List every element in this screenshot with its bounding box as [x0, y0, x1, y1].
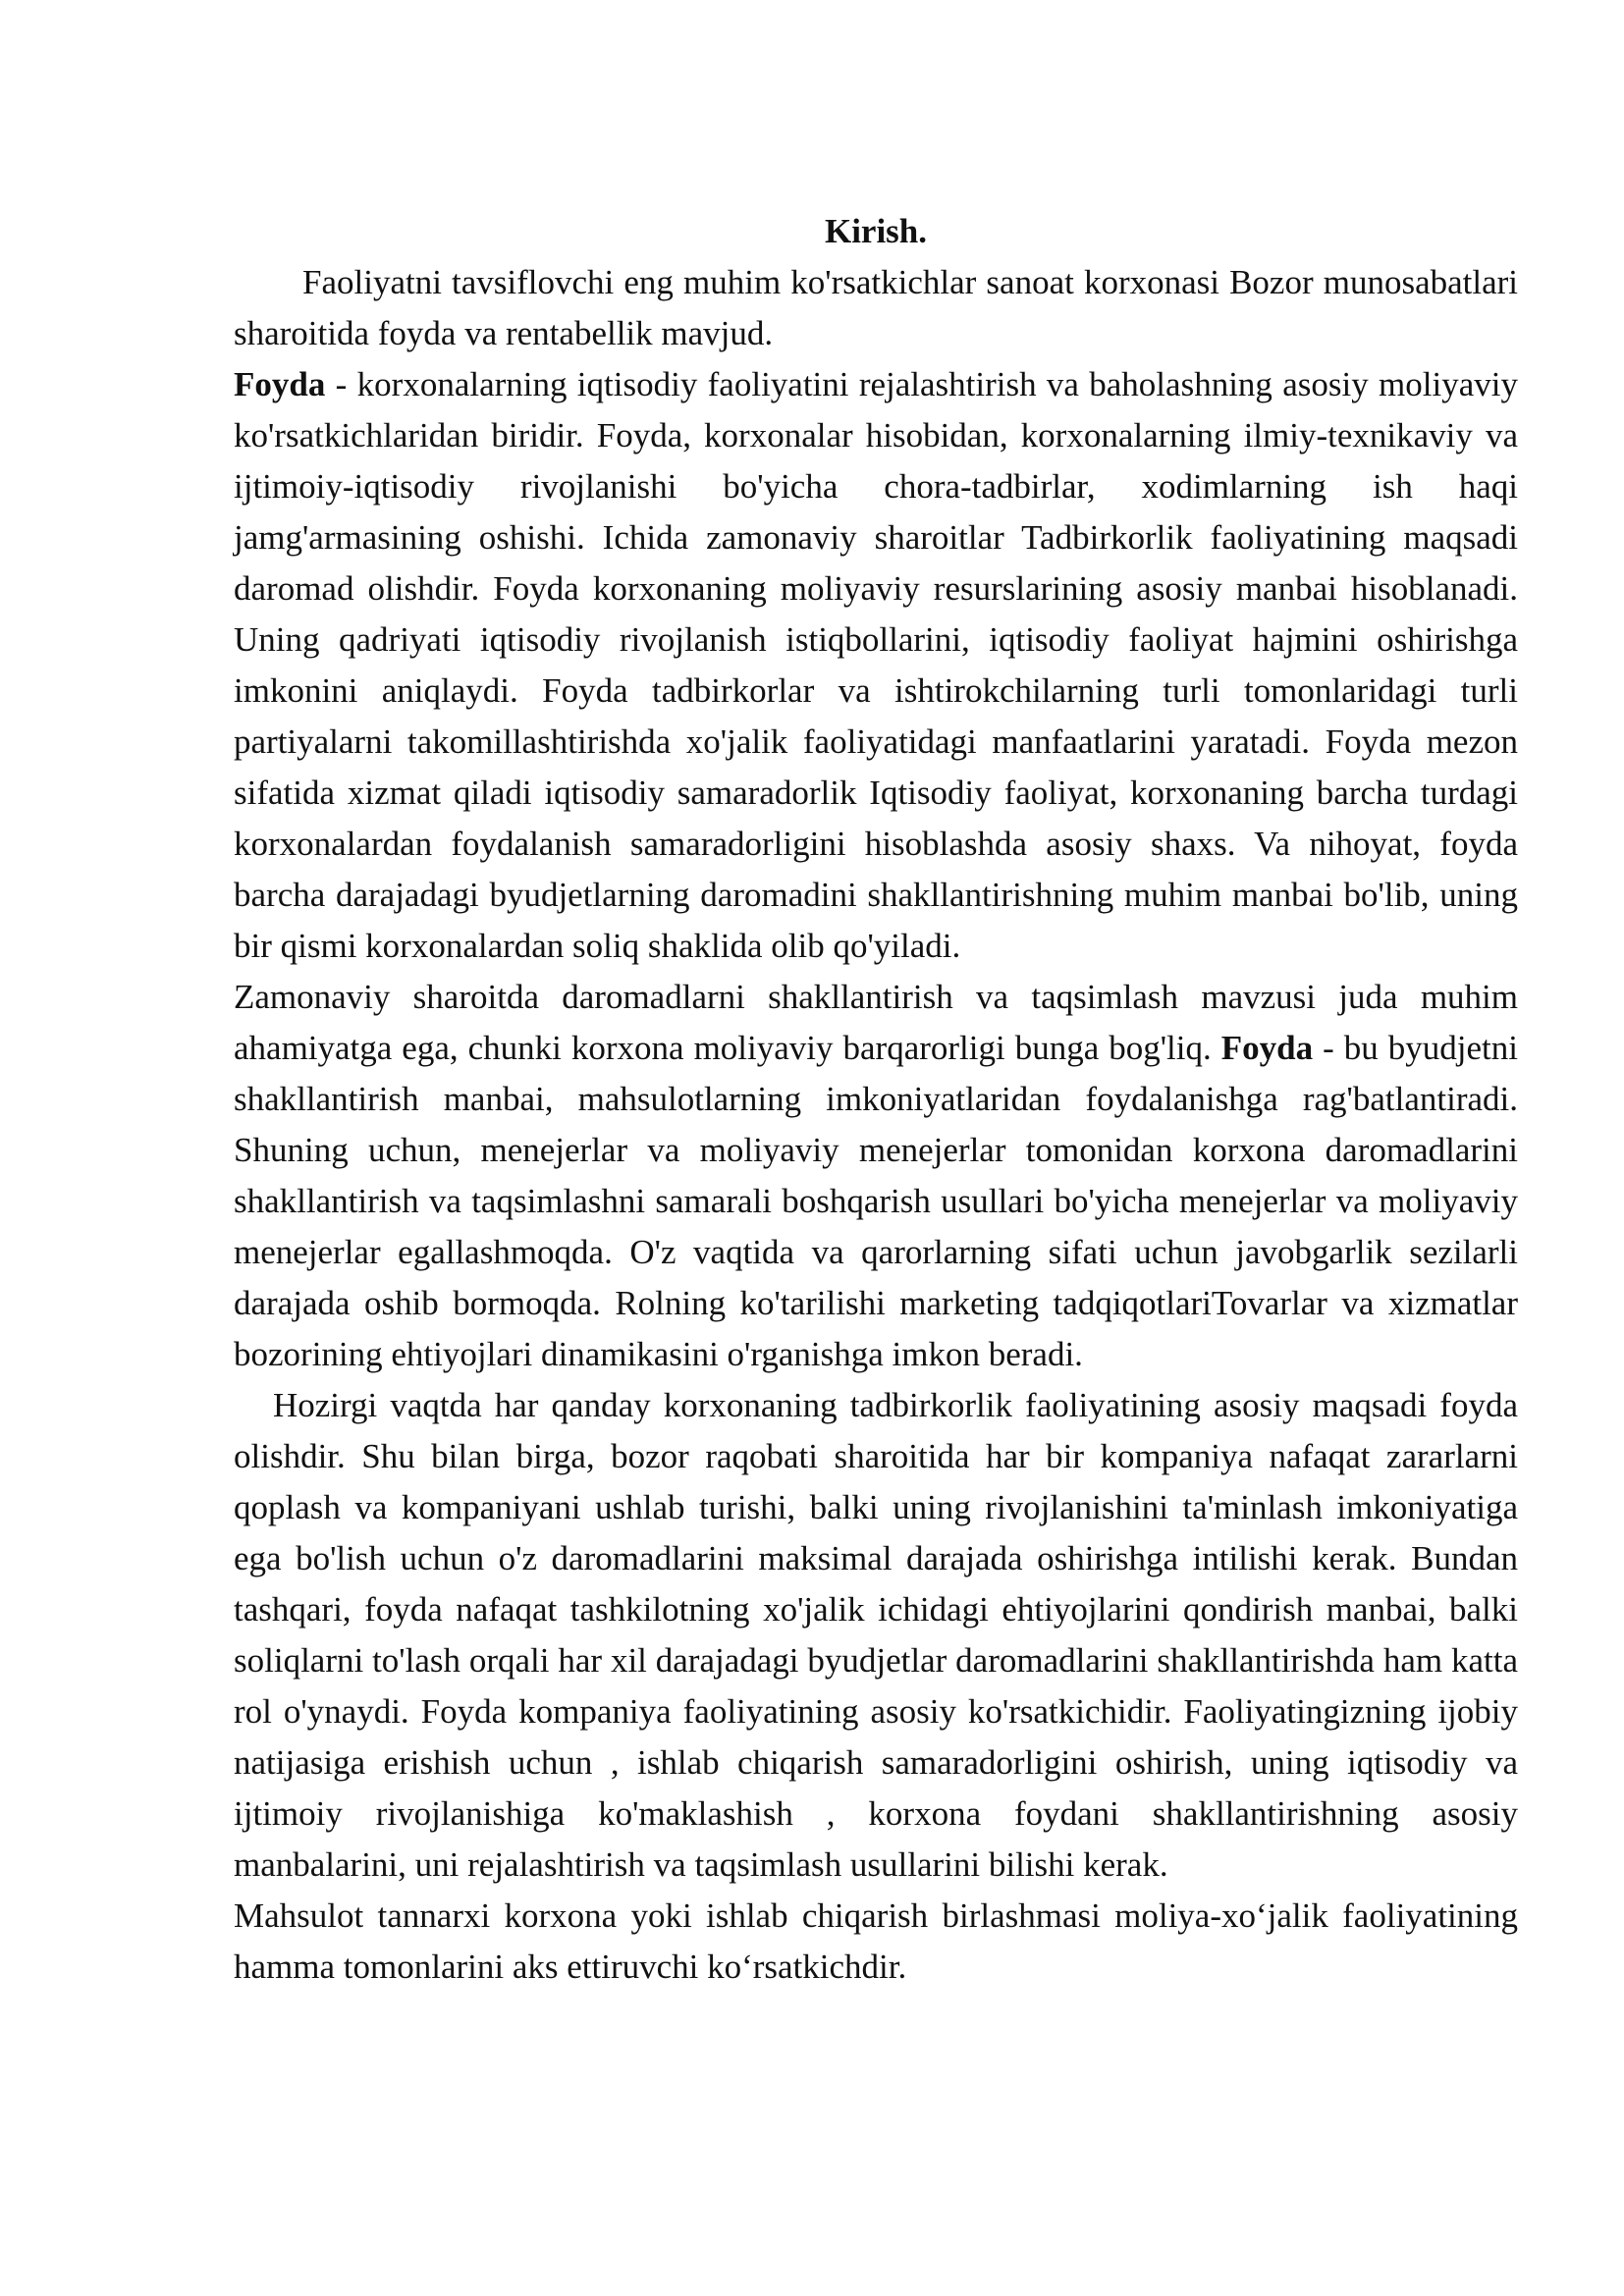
- paragraph-product-cost: Mahsulot tannarxi korxona yoki ishlab chiqarish birlashmasi moliya-xo‘jalik faoliyatining hamma tomonlarini aks ettiruvchi ko‘rsatkichdir.: [234, 1896, 1518, 1986]
- term-foyda: Foyda: [234, 365, 326, 403]
- paragraph-current-time: Hozirgi vaqtda har qanday korxonaning tadbirkorlik faoliyatining asosiy maqsadi foyda olishdir. Shu bilan birga, bozor raqobati sharoitida har bir kompaniya nafaqat zararlarni qoplash va kompaniyani ushlab turishi, balki uning rivojlanishini ta'minlash imkoniyatiga ega bo'lish uchun o'z daromadlarini maksimal darajada oshirishga intilishi kerak. Bundan tashqari, foyda nafaqat tashkilotning xo'jalik ichidagi ehtiyojlarini qondirish manbai, balki soliqlarni to'lash orqali har xil darajadagi byudjetlar daromadlarini shakllantirishda ham katta rol o'ynaydi. Foyda kompaniya faoliyatining asosiy ko'rsatkichidir. Faoliyatingizning ijobiy natijasiga erishish uchun , ishlab chiqarish samaradorligini oshirish, uning iqtisodiy va ijtimoiy rivojlanishiga ko'maklashish , korxona foydani shakllantirishning asosiy manbalarini, uni rejalashtirish va taqsimlash usullarini bilishi kerak.: [234, 1386, 1518, 1884]
- paragraph-modern-conditions-text: Zamonaviy sharoitda daromadlarni shakllantirish va taqsimlash mavzusi juda muhim ahamiyatga ega, chunki korxona moliyaviy barqarorligi bunga bog'liq.: [234, 978, 1518, 1067]
- document-page: [234, 206, 1518, 1993]
- paragraph-modern-conditions-text-2: - bu byudjetni shakllantirish manbai, mahsulotlarning imkoniyatlaridan foydalanishga rag'batlantiradi. Shuning uchun, menejerlar va moliyaviy menejerlar tomonidan korxona daromadlarini shakllantirish va taqsimlashni samarali boshqarish usullari bo'yicha menejerlar va moliyaviy menejerlar egallashmoqda. O'z vaqtida va qarorlarning sifati uchun javobgarlik sezilarli darajada oshib bormoqda. Rolning ko'tarilishi marketing tadqiqotlariTovarlar va xizmatlar bozorining ehtiyojlari dinamikasini o'rganishga imkon beradi.: [234, 1029, 1518, 1373]
- paragraph-foyda-definition-text: - korxonalarning iqtisodiy faoliyatini rejalashtirish va baholashning asosiy moliyaviy ko'rsatkichlaridan biridir. Foyda, korxonalar hisobidan, korxonalarning ilmiy-texnikaviy va ijtimoiy-iqtisodiy rivojlanishi bo'yicha chora-tadbirlar, xodimlarning ish haqi jamg'armasining oshishi. Ichida zamonaviy sharoitlar Tadbirkorlik faoliyatining maqsadi daromad olishdir. Foyda korxonaning moliyaviy resurslarining asosiy manbai hisoblanadi. Uning qadriyati iqtisodiy rivojlanish istiqbollarini, iqtisodiy faoliyat hajmini oshirishga imkonini aniqlaydi. Foyda tadbirkorlar va ishtirokchilarning turli tomonlaridagi turli partiyalarni takomillashtirishda xo'jalik faoliyatidagi manfaatlarini yaratadi. Foyda mezon sifatida xizmat qiladi iqtisodiy samaradorlik Iqtisodiy faoliyat, korxonaning barcha turdagi korxonalardan foydalanish samaradorligini hisoblashda asosiy shaxs. Va nihoyat, foyda barcha darajadagi byudjetlarning daromadini shakllantirishning muhim manbai bo'lib, uning bir qismi korxonalardan soliq shaklida olib qo'yiladi.: [234, 365, 1518, 965]
- document-title: Kirish.: [824, 212, 928, 250]
- term-foyda-second: Foyda: [1220, 1029, 1314, 1067]
- paragraph-intro: Faoliyatni tavsiflovchi eng muhim ko'rsatkichlar sanoat korxonasi Bozor munosabatlari sharoitida foyda va rentabellik mavjud.: [234, 263, 1518, 352]
- paragraph-foyda-definition: [234, 359, 1518, 972]
- paragraph-modern-conditions: [234, 972, 1518, 1380]
